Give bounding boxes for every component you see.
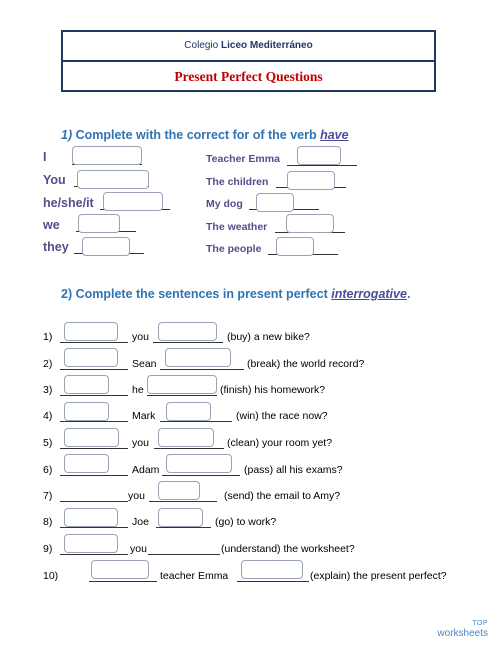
answer-line <box>154 448 224 449</box>
question-subject: Sean <box>132 358 157 370</box>
answer-line <box>147 395 217 396</box>
answer-box[interactable] <box>64 428 119 447</box>
pronoun-label: You <box>43 173 66 187</box>
exercise2-heading: 2) Complete the sentences in present perfect interrogative. <box>61 287 411 301</box>
answer-line <box>60 421 128 422</box>
answer-box[interactable] <box>64 402 109 421</box>
question-number: 5) <box>43 437 53 449</box>
question-text: (win) the race now? <box>236 410 328 422</box>
answer-box[interactable] <box>103 192 163 211</box>
question-subject: you <box>132 331 149 343</box>
answer-line <box>149 501 217 502</box>
pronoun-label: I <box>43 150 47 164</box>
answer-line <box>160 421 232 422</box>
answer-box[interactable] <box>64 375 109 394</box>
question-number: 4) <box>43 410 53 422</box>
answer-box[interactable] <box>158 428 214 447</box>
question-text: (understand) the worksheet? <box>221 543 355 555</box>
answer-box[interactable] <box>64 454 109 473</box>
question-subject: Joe <box>132 516 149 528</box>
answer-box[interactable] <box>147 375 217 394</box>
exercise1-heading: 1) Complete with the correct for of the verb have <box>61 128 349 142</box>
question-subject: he <box>132 384 144 396</box>
answer-box[interactable] <box>287 171 335 190</box>
answer-line <box>60 554 128 555</box>
answer-box[interactable] <box>286 214 334 233</box>
worksheet-header <box>61 30 436 92</box>
answer-line <box>156 527 211 528</box>
question-text: (pass) all his exams? <box>244 464 343 476</box>
subject-label: The people <box>206 243 262 255</box>
question-text: (finish) his homework? <box>220 384 326 396</box>
question-subject: Adam <box>132 464 160 476</box>
question-subject: teacher Emma <box>160 570 229 582</box>
question-number: 9) <box>43 543 53 555</box>
answer-box[interactable] <box>158 508 203 527</box>
answer-box[interactable] <box>297 146 341 165</box>
question-number: 7) <box>43 490 53 502</box>
question-subject: you <box>128 490 145 502</box>
answer-box[interactable] <box>158 322 217 341</box>
answer-box[interactable] <box>64 534 118 553</box>
answer-box[interactable] <box>256 193 294 212</box>
answer-box[interactable] <box>276 237 314 256</box>
answer-line <box>160 369 244 370</box>
answer-line <box>89 581 157 582</box>
answer-box[interactable] <box>91 560 149 579</box>
answer-box[interactable] <box>64 322 118 341</box>
answer-box[interactable] <box>72 146 142 165</box>
answer-line <box>60 395 128 396</box>
pronoun-label: he/she/it <box>43 196 94 210</box>
question-subject: you <box>130 543 147 555</box>
question-text: (break) the world record? <box>247 358 365 370</box>
question-text: (send) the email to Amy? <box>224 490 341 502</box>
answer-box[interactable] <box>165 348 231 367</box>
answer-line <box>60 448 128 449</box>
question-subject: Mark <box>132 410 156 422</box>
answer-box[interactable] <box>77 170 149 189</box>
subject-label: The weather <box>206 221 268 233</box>
answer-line <box>60 475 128 476</box>
answer-box[interactable] <box>78 214 120 233</box>
question-text: (go) to work? <box>215 516 277 528</box>
answer-box[interactable] <box>158 481 200 500</box>
answer-box[interactable] <box>166 402 211 421</box>
question-text: (clean) your room yet? <box>227 437 333 449</box>
answer-line <box>60 501 128 502</box>
answer-line <box>60 527 128 528</box>
question-number: 10) <box>43 570 59 582</box>
question-number: 8) <box>43 516 53 528</box>
pronoun-label: we <box>43 218 60 232</box>
worksheet-title: Present Perfect Questions <box>174 69 323 84</box>
pronoun-label: they <box>43 240 69 254</box>
answer-line <box>60 369 128 370</box>
answer-box[interactable] <box>64 348 118 367</box>
answer-line <box>162 475 240 476</box>
question-text: (explain) the present perfect? <box>310 570 447 582</box>
question-number: 3) <box>43 384 53 396</box>
answer-line <box>237 581 309 582</box>
answer-line <box>153 342 223 343</box>
subject-label: The children <box>206 176 269 188</box>
subject-label: Teacher Emma <box>206 153 280 165</box>
question-subject: you <box>132 437 149 449</box>
answer-box[interactable] <box>82 237 130 256</box>
question-number: 2) <box>43 358 53 370</box>
answer-line <box>148 554 220 555</box>
topworksheets-logo: TOP worksheets <box>437 620 488 639</box>
question-number: 6) <box>43 464 53 476</box>
answer-line <box>60 342 128 343</box>
subject-label: My dog <box>206 198 243 210</box>
school-name: Colegio Liceo Mediterráneo <box>63 32 434 62</box>
answer-box[interactable] <box>241 560 303 579</box>
answer-box[interactable] <box>64 508 118 527</box>
answer-line <box>287 165 357 166</box>
question-text: (buy) a new bike? <box>227 331 310 343</box>
question-number: 1) <box>43 331 53 343</box>
answer-box[interactable] <box>166 454 232 473</box>
